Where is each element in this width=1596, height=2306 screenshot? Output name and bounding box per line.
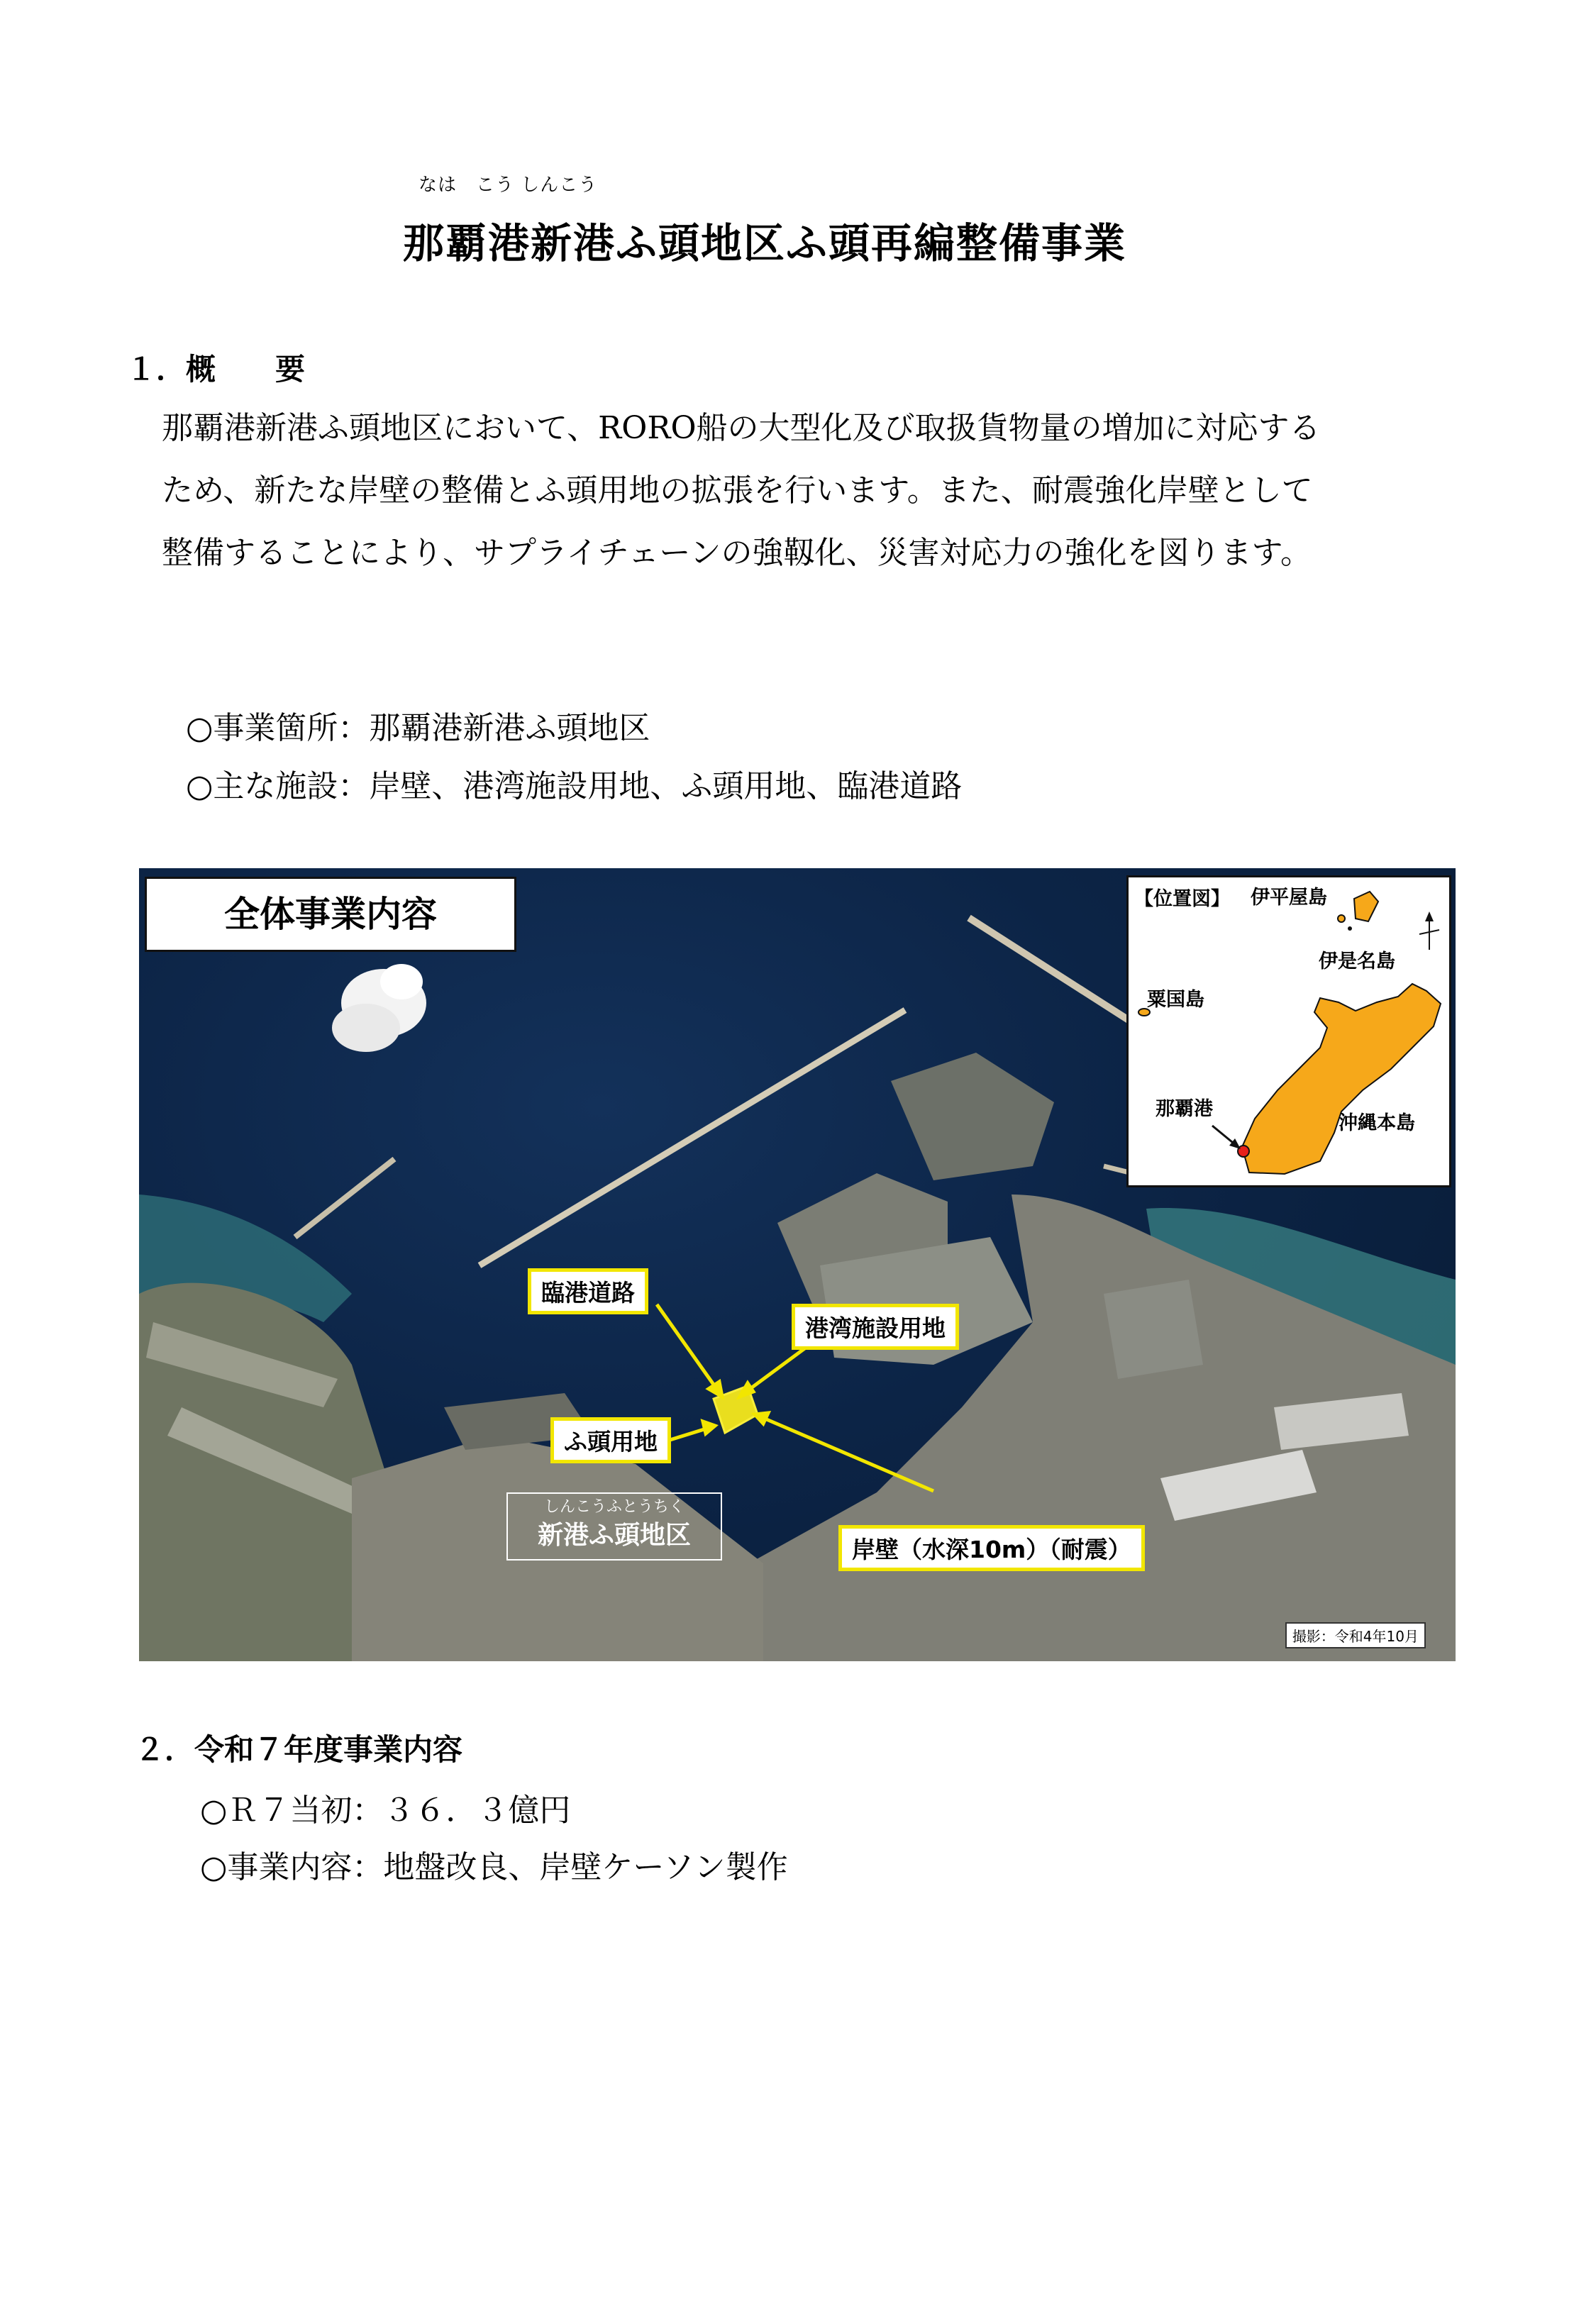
section1-heading: １．概 要: [126, 352, 306, 387]
label-naha-port: 那覇港: [1156, 1098, 1213, 1120]
photo-credit: 撮影：令和4年10月: [1285, 1622, 1426, 1648]
label-wharf-land: ふ頭用地: [550, 1417, 671, 1463]
bullet-budget: ○Ｒ７当初：３６．３億円: [200, 1792, 571, 1829]
label-okinawa-main-island: 沖縄本島: [1339, 1112, 1415, 1134]
figure-main-label: 全体事業内容: [145, 877, 516, 952]
bullet-work-content: ○事業内容：地盤改良、岸壁ケーソン製作: [200, 1849, 788, 1885]
overview-line-3: 整備することにより、サプライチェーンの強靱化、災害対応力の強化を図ります。: [162, 535, 1312, 571]
overview-line-2: ため、新たな岸壁の整備とふ頭用地の拡張を行います。また、耐震強化岸壁として: [162, 472, 1313, 509]
inset-title: 【位置図】: [1134, 888, 1230, 910]
overview-line-1: 那覇港新港ふ頭地区において、RORO船の大型化及び取扱貨物量の増加に対応する: [162, 410, 1321, 446]
label-iheya-island: 伊平屋島: [1251, 887, 1327, 909]
label-izena-island: 伊是名島: [1319, 950, 1395, 972]
title-ruby: なは こう しんこう: [419, 174, 598, 196]
bullet-location: ○事業箇所：那覇港新港ふ頭地区: [186, 710, 650, 746]
label-port-road: 臨港道路: [528, 1268, 648, 1314]
location-map-inset: [1126, 875, 1451, 1187]
district-ruby: しんこうふとうちく: [543, 1498, 685, 1516]
section2-heading: ２．令和７年度事業内容: [135, 1732, 463, 1767]
district-name: 新港ふ頭地区: [537, 1521, 691, 1550]
district-label: [506, 1492, 722, 1561]
label-quay-wall: 岸壁（水深10m）（耐震）: [838, 1525, 1145, 1571]
label-aguni-island: 粟国島: [1147, 989, 1204, 1011]
label-port-facility-land: 港湾施設用地: [792, 1304, 959, 1350]
page-title: 那覇港新港ふ頭地区ふ頭再編整備事業: [403, 219, 1127, 267]
aerial-photo: [139, 868, 1456, 1661]
location-map-drawing: [1129, 877, 1449, 1185]
bullet-facilities: ○主な施設：岸壁、港湾施設用地、ふ頭用地、臨港道路: [186, 768, 963, 804]
